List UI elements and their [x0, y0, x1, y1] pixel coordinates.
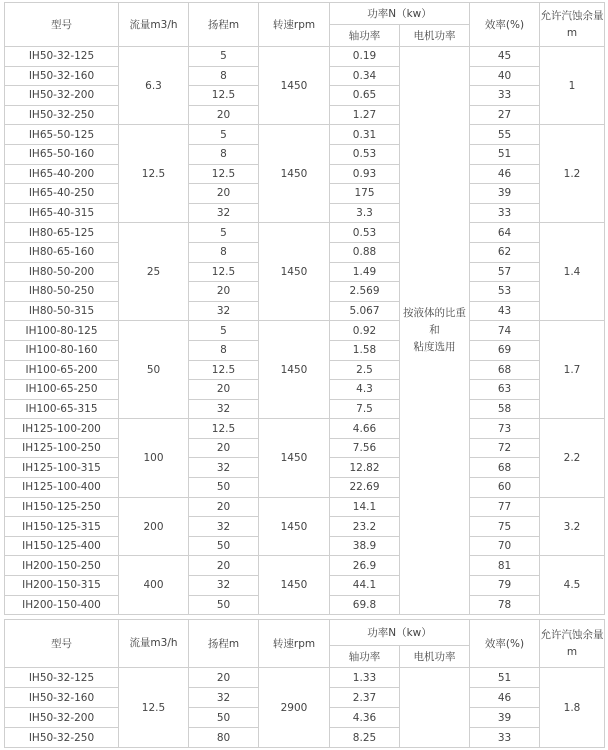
- table-row: [5, 497, 605, 517]
- shaft-power-cell: 4.3: [330, 380, 400, 400]
- npsh-cell: 1.7: [540, 321, 605, 419]
- head-cell: 20: [189, 105, 259, 125]
- efficiency-cell: 74: [470, 321, 540, 341]
- flow-cell: 100: [119, 419, 189, 497]
- speed-cell: 1450: [259, 47, 330, 125]
- header-head: 扬程m: [189, 3, 259, 47]
- motor-power-cell: [400, 668, 470, 748]
- shaft-power-cell: 1.49: [330, 262, 400, 282]
- efficiency-cell: 60: [470, 478, 540, 498]
- header-head: 扬程m: [189, 620, 259, 668]
- head-cell: 50: [189, 595, 259, 615]
- model-cell: IH150-125-400: [5, 536, 119, 556]
- head-cell: 5: [189, 321, 259, 341]
- table-row: [5, 223, 605, 243]
- efficiency-cell: 72: [470, 438, 540, 458]
- model-cell: IH65-40-250: [5, 184, 119, 204]
- efficiency-cell: 79: [470, 576, 540, 596]
- head-cell: 5: [189, 223, 259, 243]
- model-cell: IH50-32-125: [5, 668, 119, 688]
- head-cell: 12.5: [189, 419, 259, 439]
- header-flow: 流量m3/h: [119, 620, 189, 668]
- shaft-power-cell: 5.067: [330, 301, 400, 321]
- pump-spec-table-2900rpm: [4, 619, 605, 748]
- header-shaft-power: 轴功率: [330, 646, 400, 668]
- head-cell: 80: [189, 728, 259, 748]
- model-cell: IH100-65-200: [5, 360, 119, 380]
- head-cell: 32: [189, 458, 259, 478]
- head-cell: 8: [189, 144, 259, 164]
- efficiency-cell: 70: [470, 536, 540, 556]
- speed-cell: 1450: [259, 419, 330, 497]
- pump-spec-table-1450rpm: [4, 2, 605, 615]
- shaft-power-cell: 26.9: [330, 556, 400, 576]
- efficiency-cell: 39: [470, 184, 540, 204]
- table-row: [5, 419, 605, 439]
- speed-cell: 1450: [259, 497, 330, 556]
- shaft-power-cell: 23.2: [330, 517, 400, 537]
- head-cell: 12.5: [189, 164, 259, 184]
- model-cell: IH65-40-315: [5, 203, 119, 223]
- flow-cell: 12.5: [119, 668, 189, 748]
- efficiency-cell: 51: [470, 144, 540, 164]
- efficiency-cell: 55: [470, 125, 540, 145]
- model-cell: IH50-32-160: [5, 66, 119, 86]
- model-cell: IH50-32-200: [5, 86, 119, 106]
- header-model: 型号: [5, 620, 119, 668]
- shaft-power-cell: 4.66: [330, 419, 400, 439]
- efficiency-cell: 68: [470, 458, 540, 478]
- shaft-power-cell: 0.92: [330, 321, 400, 341]
- shaft-power-cell: 12.82: [330, 458, 400, 478]
- shaft-power-cell: 0.53: [330, 144, 400, 164]
- efficiency-cell: 53: [470, 282, 540, 302]
- shaft-power-cell: 0.93: [330, 164, 400, 184]
- speed-cell: 1450: [259, 556, 330, 615]
- model-cell: IH150-125-250: [5, 497, 119, 517]
- shaft-power-cell: 69.8: [330, 595, 400, 615]
- header-speed: 转速rpm: [259, 3, 330, 47]
- efficiency-cell: 46: [470, 688, 540, 708]
- efficiency-cell: 33: [470, 728, 540, 748]
- npsh-cell: 1.2: [540, 125, 605, 223]
- head-cell: 32: [189, 576, 259, 596]
- head-cell: 20: [189, 184, 259, 204]
- shaft-power-cell: 8.25: [330, 728, 400, 748]
- efficiency-cell: 33: [470, 86, 540, 106]
- header-motor-power: 电机功率: [400, 646, 470, 668]
- model-cell: IH65-50-160: [5, 144, 119, 164]
- model-cell: IH150-125-315: [5, 517, 119, 537]
- model-cell: IH100-80-160: [5, 340, 119, 360]
- efficiency-cell: 78: [470, 595, 540, 615]
- header-npsh: 允许汽蚀余量m: [540, 620, 605, 668]
- shaft-power-cell: 1.27: [330, 105, 400, 125]
- efficiency-cell: 43: [470, 301, 540, 321]
- efficiency-cell: 46: [470, 164, 540, 184]
- shaft-power-cell: 44.1: [330, 576, 400, 596]
- table-row: [5, 47, 605, 67]
- npsh-cell: 1.4: [540, 223, 605, 321]
- shaft-power-cell: 7.56: [330, 438, 400, 458]
- model-cell: IH125-100-400: [5, 478, 119, 498]
- shaft-power-cell: 2.5: [330, 360, 400, 380]
- shaft-power-cell: 2.569: [330, 282, 400, 302]
- head-cell: 32: [189, 688, 259, 708]
- model-cell: IH50-32-250: [5, 105, 119, 125]
- motor-power-cell: [400, 47, 470, 615]
- efficiency-cell: 51: [470, 668, 540, 688]
- flow-cell: 50: [119, 321, 189, 419]
- shaft-power-cell: 7.5: [330, 399, 400, 419]
- flow-cell: 12.5: [119, 125, 189, 223]
- head-cell: 50: [189, 478, 259, 498]
- model-cell: IH125-100-200: [5, 419, 119, 439]
- speed-cell: 1450: [259, 223, 330, 321]
- table-row: [5, 556, 605, 576]
- head-cell: 20: [189, 380, 259, 400]
- shaft-power-cell: 0.31: [330, 125, 400, 145]
- shaft-power-cell: 4.36: [330, 708, 400, 728]
- model-cell: IH200-150-315: [5, 576, 119, 596]
- head-cell: 32: [189, 203, 259, 223]
- head-cell: 20: [189, 556, 259, 576]
- efficiency-cell: 69: [470, 340, 540, 360]
- efficiency-cell: 63: [470, 380, 540, 400]
- efficiency-cell: 45: [470, 47, 540, 67]
- header-model: 型号: [5, 3, 119, 47]
- shaft-power-cell: 22.69: [330, 478, 400, 498]
- table-row: [5, 125, 605, 145]
- model-cell: IH80-65-125: [5, 223, 119, 243]
- head-cell: 12.5: [189, 262, 259, 282]
- efficiency-cell: 64: [470, 223, 540, 243]
- efficiency-cell: 81: [470, 556, 540, 576]
- head-cell: 50: [189, 536, 259, 556]
- model-cell: IH50-32-125: [5, 47, 119, 67]
- model-cell: IH200-150-250: [5, 556, 119, 576]
- model-cell: IH125-100-315: [5, 458, 119, 478]
- model-cell: IH50-32-160: [5, 688, 119, 708]
- speed-cell: 1450: [259, 125, 330, 223]
- head-cell: 8: [189, 242, 259, 262]
- flow-cell: 25: [119, 223, 189, 321]
- header-power: 功率N（kw）: [330, 620, 470, 646]
- model-cell: IH100-65-250: [5, 380, 119, 400]
- head-cell: 12.5: [189, 360, 259, 380]
- head-cell: 5: [189, 47, 259, 67]
- efficiency-cell: 39: [470, 708, 540, 728]
- efficiency-cell: 75: [470, 517, 540, 537]
- head-cell: 20: [189, 438, 259, 458]
- head-cell: 20: [189, 668, 259, 688]
- shaft-power-cell: 0.19: [330, 47, 400, 67]
- shaft-power-cell: 14.1: [330, 497, 400, 517]
- head-cell: 8: [189, 340, 259, 360]
- header-speed: 转速rpm: [259, 620, 330, 668]
- npsh-cell: 1: [540, 47, 605, 125]
- efficiency-cell: 27: [470, 105, 540, 125]
- shaft-power-cell: 1.33: [330, 668, 400, 688]
- head-cell: 32: [189, 399, 259, 419]
- head-cell: 8: [189, 66, 259, 86]
- model-cell: IH100-80-125: [5, 321, 119, 341]
- efficiency-cell: 58: [470, 399, 540, 419]
- npsh-cell: 4.5: [540, 556, 605, 615]
- shaft-power-cell: 3.3: [330, 203, 400, 223]
- efficiency-cell: 33: [470, 203, 540, 223]
- head-cell: 50: [189, 708, 259, 728]
- model-cell: IH80-65-160: [5, 242, 119, 262]
- head-cell: 20: [189, 282, 259, 302]
- header-motor-power: 电机功率: [400, 25, 470, 47]
- shaft-power-cell: 2.37: [330, 688, 400, 708]
- model-cell: IH50-32-200: [5, 708, 119, 728]
- header-efficiency: 效率(%): [470, 3, 540, 47]
- header-power: 功率N（kw）: [330, 3, 470, 25]
- efficiency-cell: 62: [470, 242, 540, 262]
- efficiency-cell: 40: [470, 66, 540, 86]
- shaft-power-cell: 0.34: [330, 66, 400, 86]
- head-cell: 20: [189, 497, 259, 517]
- flow-cell: 6.3: [119, 47, 189, 125]
- efficiency-cell: 68: [470, 360, 540, 380]
- head-cell: 5: [189, 125, 259, 145]
- speed-cell: 1450: [259, 321, 330, 419]
- shaft-power-cell: 0.53: [330, 223, 400, 243]
- header-flow: 流量m3/h: [119, 3, 189, 47]
- header-npsh: 允许汽蚀余量m: [540, 3, 605, 47]
- shaft-power-cell: 38.9: [330, 536, 400, 556]
- flow-cell: 400: [119, 556, 189, 615]
- npsh-cell: 2.2: [540, 419, 605, 497]
- motor-power-note-line: 和: [429, 324, 440, 337]
- header-efficiency: 效率(%): [470, 620, 540, 668]
- shaft-power-cell: 0.65: [330, 86, 400, 106]
- model-cell: IH80-50-315: [5, 301, 119, 321]
- motor-power-note-line: 粘度选用: [413, 341, 456, 354]
- head-cell: 32: [189, 517, 259, 537]
- motor-power-note-line: 按液体的比重: [403, 307, 466, 320]
- efficiency-cell: 57: [470, 262, 540, 282]
- flow-cell: 200: [119, 497, 189, 556]
- header-shaft-power: 轴功率: [330, 25, 400, 47]
- head-cell: 12.5: [189, 86, 259, 106]
- efficiency-cell: 77: [470, 497, 540, 517]
- head-cell: 32: [189, 301, 259, 321]
- npsh-cell: 3.2: [540, 497, 605, 556]
- model-cell: IH100-65-315: [5, 399, 119, 419]
- model-cell: IH65-40-200: [5, 164, 119, 184]
- npsh-cell: 1.8: [540, 668, 605, 748]
- efficiency-cell: 73: [470, 419, 540, 439]
- shaft-power-cell: 0.88: [330, 242, 400, 262]
- model-cell: IH50-32-250: [5, 728, 119, 748]
- table-row: [5, 668, 605, 688]
- table-row: [5, 321, 605, 341]
- model-cell: IH125-100-250: [5, 438, 119, 458]
- model-cell: IH80-50-250: [5, 282, 119, 302]
- model-cell: IH200-150-400: [5, 595, 119, 615]
- model-cell: IH80-50-200: [5, 262, 119, 282]
- model-cell: IH65-50-125: [5, 125, 119, 145]
- shaft-power-cell: 1.58: [330, 340, 400, 360]
- speed-cell: 2900: [259, 668, 330, 748]
- shaft-power-cell: 175: [330, 184, 400, 204]
